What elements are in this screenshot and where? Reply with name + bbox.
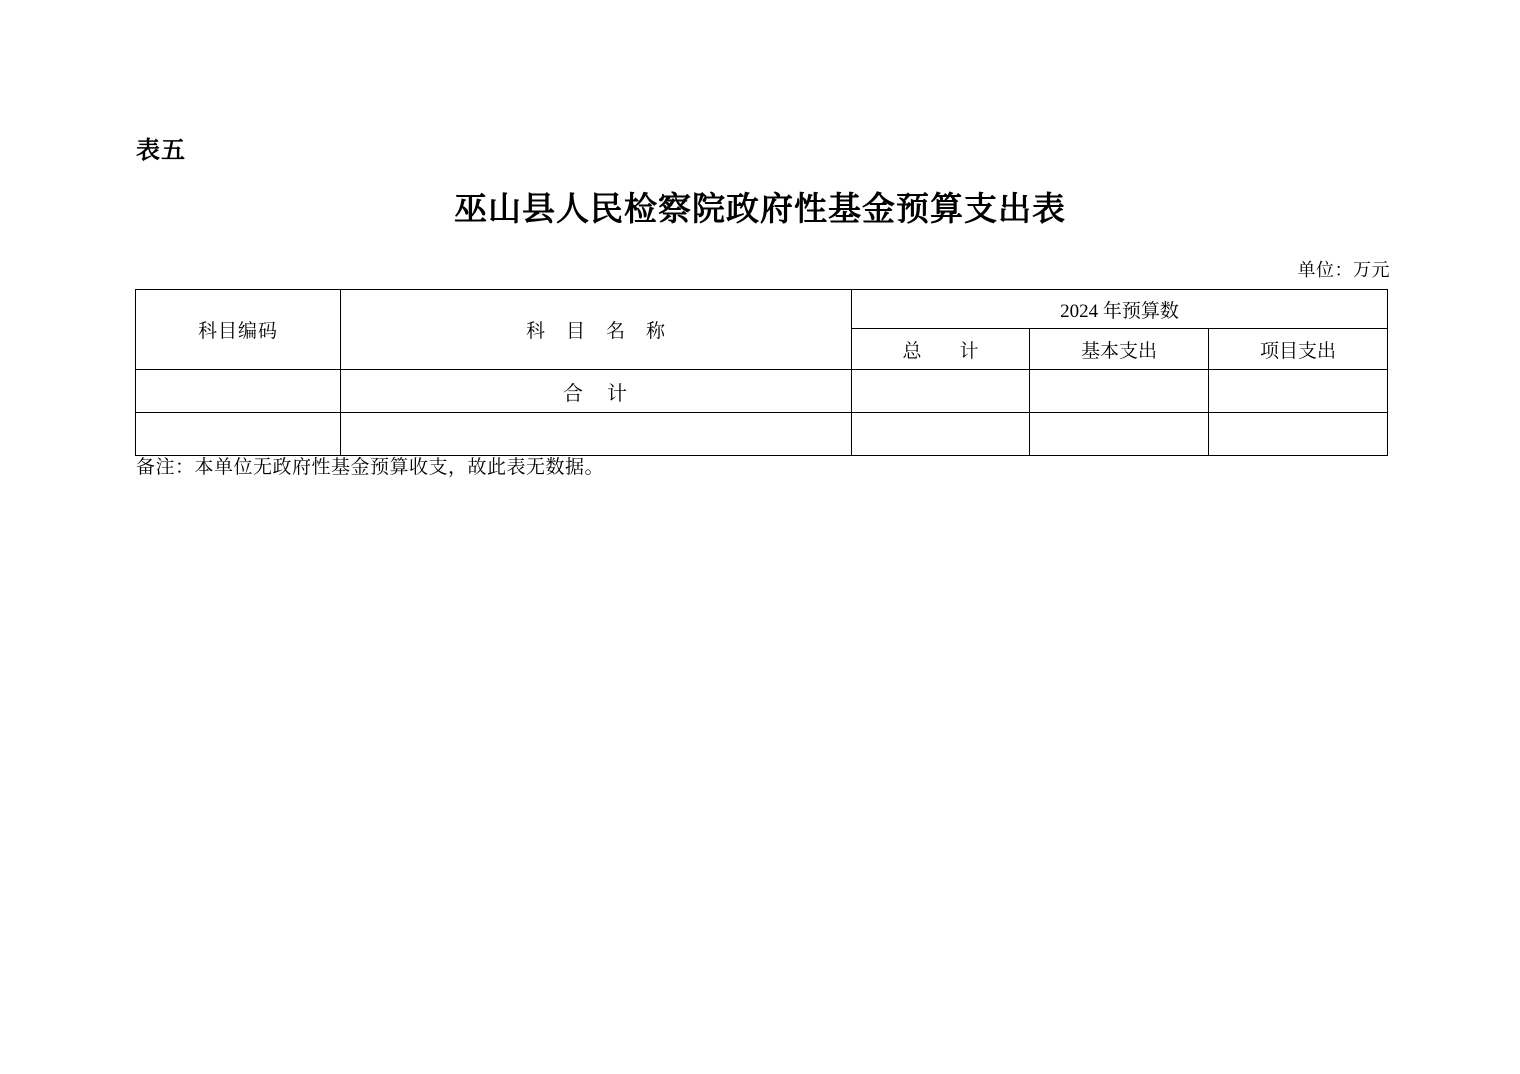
footer-note: 备注：本单位无政府性基金预算收支，故此表无数据。 [136,457,605,478]
table-row [136,370,1388,413]
cell-total [852,370,1030,413]
unit-note: 单位：万元 [1297,260,1390,280]
header-year-group: 2024 年预算数 [852,290,1388,329]
cell-basic [1030,413,1209,456]
cell-code [136,370,341,413]
budget-expenditure-table [135,289,1388,456]
header-total: 总 计 [852,329,1030,370]
table-row [136,413,1388,456]
cell-basic [1030,370,1209,413]
header-project-expenditure: 项目支出 [1209,329,1388,370]
cell-code [136,413,341,456]
cell-name [341,413,852,456]
cell-name: 合 计 [341,370,852,413]
page-title: 巫山县人民检察院政府性基金预算支出表 [454,192,1066,228]
cell-project [1209,413,1388,456]
cell-project [1209,370,1388,413]
header-subject-code: 科目编码 [136,290,341,370]
cell-total [852,413,1030,456]
header-subject-name: 科 目 名 称 [341,290,852,370]
header-basic-expenditure: 基本支出 [1030,329,1209,370]
table-label: 表五 [136,138,186,164]
